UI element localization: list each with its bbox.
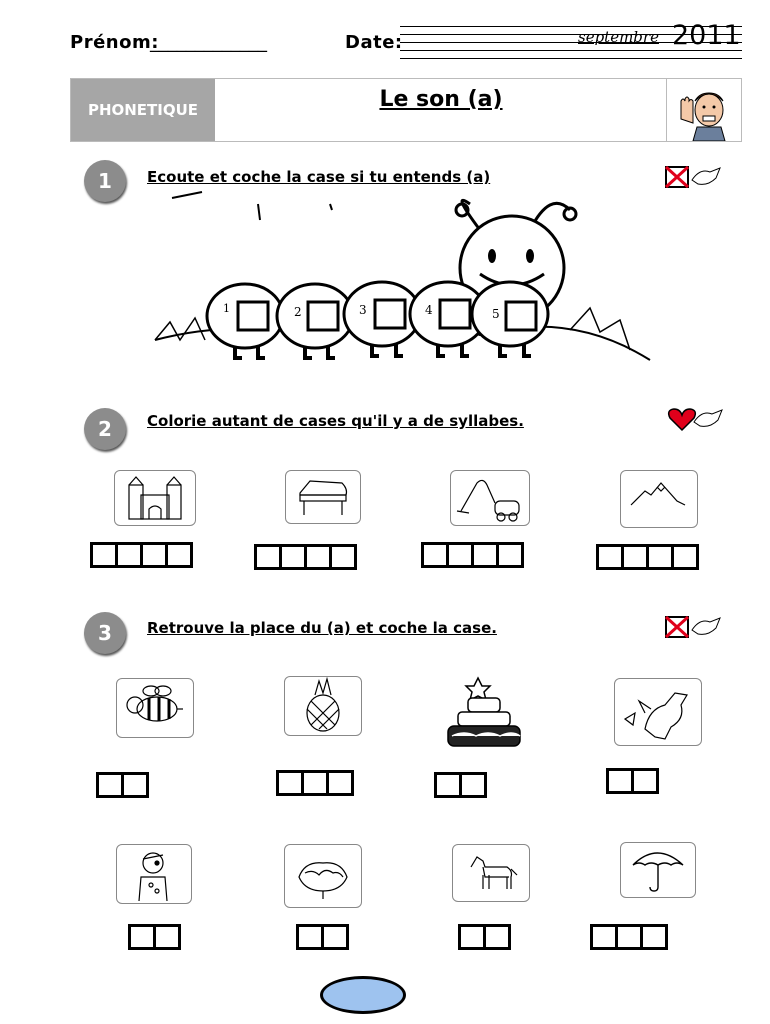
umbrella-icon — [620, 842, 696, 898]
bee-icon — [116, 678, 194, 738]
exercise-1-instruction: Ecoute et coche la case si tu entends (a) — [147, 168, 491, 186]
prenom-label: Prénom: — [70, 32, 159, 53]
position-cells-pirate[interactable] — [128, 924, 181, 950]
caterpillar-number: 3 — [359, 303, 367, 317]
prenom-blank[interactable]: _____________ — [150, 32, 267, 53]
exercise-3-number: 3 — [84, 612, 126, 654]
exercise-1-number: 1 — [84, 160, 126, 202]
caterpillar-number: 5 — [492, 307, 500, 321]
castle-icon — [114, 470, 196, 526]
caterpillar-checkbox-2[interactable] — [308, 302, 338, 330]
position-cells-umbrella[interactable] — [590, 924, 668, 950]
position-cells-salad[interactable] — [296, 924, 349, 950]
salad-icon — [284, 844, 362, 908]
check-box-pencil-icon — [664, 614, 724, 644]
exercise-2-number: 2 — [84, 408, 126, 450]
caterpillar-checkbox-4[interactable] — [440, 300, 470, 328]
position-cells-dragon[interactable] — [606, 768, 659, 794]
syllable-cells-mountain[interactable] — [596, 544, 699, 570]
caterpillar-number: 1 — [223, 302, 230, 315]
check-box-pencil-icon — [664, 164, 724, 194]
piano-icon — [285, 470, 361, 524]
date-label: Date: — [345, 32, 403, 53]
caterpillar-checkbox-5[interactable] — [506, 302, 536, 330]
position-cells-pineapple[interactable] — [276, 770, 354, 796]
date-year: 2011 — [672, 20, 741, 51]
mountain-icon — [620, 470, 698, 528]
listening-boy-icon — [666, 79, 741, 141]
exercise-2-instruction: Colorie autant de cases qu'il y a de syllabes. — [147, 412, 524, 430]
caterpillar-illustration — [150, 190, 660, 384]
title-banner — [70, 78, 742, 142]
position-cells-cake[interactable] — [434, 772, 487, 798]
color-heart-pencil-icon — [666, 406, 726, 436]
horse-icon — [452, 844, 530, 902]
dragon-icon — [614, 678, 702, 746]
syllable-cells-castle[interactable] — [90, 542, 193, 568]
page-oval[interactable] — [320, 976, 406, 1014]
pineapple-icon — [284, 676, 362, 736]
position-cells-horse[interactable] — [458, 924, 511, 950]
cake-icon — [444, 674, 524, 756]
caterpillar-number: 4 — [425, 303, 433, 317]
caterpillar-checkbox-1[interactable] — [238, 302, 268, 330]
date-month: septembre — [578, 28, 659, 46]
caterpillar-checkbox-3[interactable] — [375, 300, 405, 328]
caterpillar-number: 2 — [294, 305, 302, 319]
pirate-icon — [116, 844, 192, 904]
position-cells-bee[interactable] — [96, 772, 149, 798]
syllable-cells-piano[interactable] — [254, 544, 357, 570]
category-label: PHONETIQUE — [71, 79, 215, 141]
syllable-cells-vacuum[interactable] — [421, 542, 524, 568]
page-title: Le son (a) — [379, 87, 503, 112]
exercise-3-instruction: Retrouve la place du (a) et coche la case. — [147, 619, 497, 637]
vacuum-cleaner-icon — [450, 470, 530, 526]
